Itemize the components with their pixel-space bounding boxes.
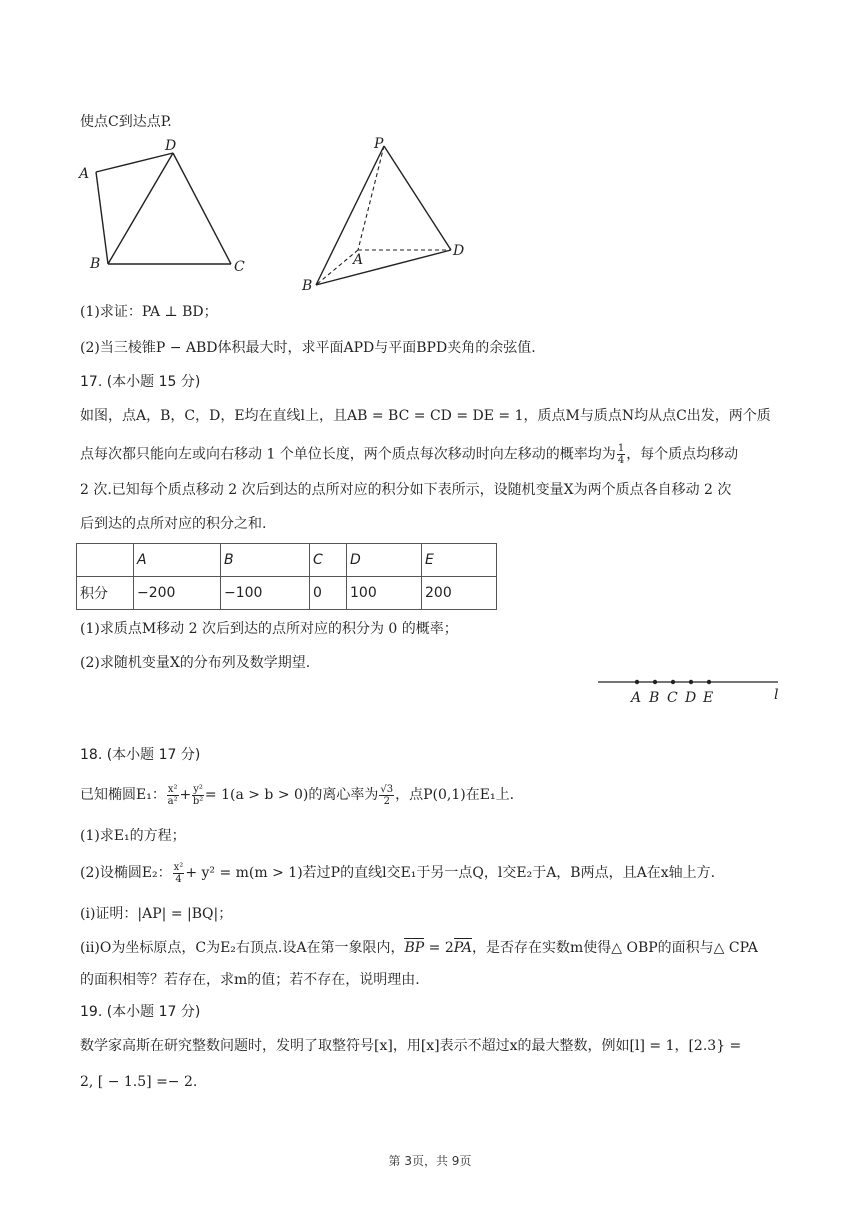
q17-fraction (617, 443, 625, 466)
q17-frac-num: 1 (617, 443, 625, 454)
q18-part-ii (80, 938, 758, 958)
q18-line1-text-a: 已知椭圆E₁： (80, 787, 166, 803)
fig2-label-b: B (302, 278, 313, 294)
fig2-label-a: A (353, 252, 364, 268)
q17-part1: (1)求质点M移动 2 次后到达的点所对应的积分为 0 的概率； (80, 621, 458, 637)
q18-frac-den: 2 (383, 795, 390, 807)
table-cell: 0 (310, 577, 347, 610)
table-cell: 积分 (77, 577, 134, 610)
q18-plus: + (179, 787, 192, 803)
q18-frac-num: x² (173, 861, 184, 873)
figure-quadrilateral (74, 134, 264, 276)
table-header-cell: A (134, 544, 221, 577)
fig2-label-p: P (374, 136, 384, 152)
q19-title: 19. (本小题 17 分) (80, 1004, 201, 1020)
q18-part2-text-a: (2)设椭圆E₂： (80, 865, 172, 881)
page-footer: 第 3页，共 9页 (388, 1154, 472, 1168)
q18-part2 (80, 858, 715, 888)
q17-part2: (2)求随机变量X的分布列及数学期望. (80, 655, 311, 671)
q19-line2: 2, [ − 1.5] =− 2. (80, 1074, 198, 1090)
q17-line2-text-a: 点每次都只能向左或向右移动 1 个单位长度，两个质点每次移动时向左移动的概率均为 (80, 446, 616, 463)
q18-line1-text-c: ，点P(0,1)在E₁上. (395, 787, 515, 803)
q18-fraction-x (167, 784, 179, 807)
q17-line3: 2 次.已知每个质点移动 2 次后到达的点所对应的积分如下表所示，设随机变量X为两个质点各自移动 2 次 (80, 482, 732, 498)
table-cell: 100 (347, 577, 422, 610)
fig1-label-d: D (165, 138, 177, 154)
q18-frac-num: √3 (380, 783, 394, 795)
q18-line1 (80, 780, 514, 810)
table-header-cell (77, 544, 134, 577)
score-table (76, 543, 497, 610)
fig2-label-d: D (453, 243, 465, 259)
table-cell: 200 (422, 577, 497, 610)
q17-line1: 如图，点A，B，C，D，E均在直线l上，且AB = BC = CD = DE = 1，质点M与质点N均从点C出发，两个质 (80, 408, 771, 424)
q18-fraction-e2 (173, 862, 185, 885)
q18-fraction-y (192, 784, 204, 807)
q18-frac-den: b² (192, 795, 204, 807)
intro-line: 使点C到达点P. (80, 114, 172, 130)
q18-title: 18. (本小题 17 分) (80, 747, 201, 763)
q17-line2-text-b: ，每个质点均移动 (626, 446, 739, 463)
q18-part-ii-cont: 的面积相等？若存在，求m的值；若不存在，说明理由. (80, 972, 420, 988)
q18-ii-text-b: ，是否存在实数m使得△ OBP的面积与△ CPA (471, 940, 758, 956)
numberline-label-c: C (667, 690, 678, 706)
q18-frac-den: 4 (175, 873, 182, 885)
q17-line2 (80, 443, 738, 466)
q18-part1: (1)求E₁的方程； (80, 828, 186, 844)
vector-bp: BP (404, 940, 425, 956)
numberline-label-l: l (774, 687, 779, 703)
numberline-label-a: A (631, 690, 642, 706)
table-cell: −100 (221, 577, 310, 610)
numberline-label-d: D (685, 690, 697, 706)
number-line (596, 672, 788, 708)
numberline-label-e: E (703, 690, 714, 706)
q18-part2-text-b: + y² = m(m > 1)若过P的直线l交E₁于另一点Q，l交E₂于A，B两点，且A在x轴上方. (185, 865, 716, 881)
fig1-label-b: B (90, 256, 101, 272)
q18-line1-text-b: = 1(a > b > 0)的离心率为 (204, 787, 379, 803)
q18-frac-num: y² (193, 783, 203, 795)
q16-part1: (1)求证：PA ⊥ BD； (80, 304, 218, 320)
fig1-label-c: C (234, 259, 245, 275)
numberline-label-b: B (649, 690, 660, 706)
figure-tetrahedron (296, 134, 476, 296)
q17-frac-den: 4 (617, 455, 625, 466)
q18-fraction-e (379, 784, 394, 807)
q16-part2: (2)当三棱锥P − ABD体积最大时，求平面APD与平面BPD夹角的余弦值. (80, 340, 536, 356)
table-header-cell: D (347, 544, 422, 577)
q18-ii-text-a: (ii)O为坐标原点，C为E₂右顶点.设A在第一象限内， (80, 940, 405, 956)
table-header-cell: E (422, 544, 497, 577)
q17-line4: 后到达的点所对应的积分之和. (80, 516, 267, 532)
table-header-cell: C (310, 544, 347, 577)
q18-frac-num: x² (167, 783, 178, 795)
q19-line1: 数学家高斯在研究整数问题时，发明了取整符号[x]，用[x]表示不超过x的最大整数，例如[l] = 1，[2.3} = (80, 1038, 742, 1054)
table-row (77, 577, 497, 610)
q17-title: 17. (本小题 15 分) (80, 374, 201, 390)
q18-ii-eq: = 2 (424, 940, 454, 956)
table-header-row (77, 544, 497, 577)
table-header-cell: B (221, 544, 310, 577)
table-cell: −200 (134, 577, 221, 610)
fig1-label-a: A (79, 166, 90, 182)
q18-part-i: (i)证明：|AP| = |BQ|； (80, 906, 233, 922)
q18-frac-den: a² (167, 795, 178, 807)
vector-pa: PA (453, 940, 472, 956)
